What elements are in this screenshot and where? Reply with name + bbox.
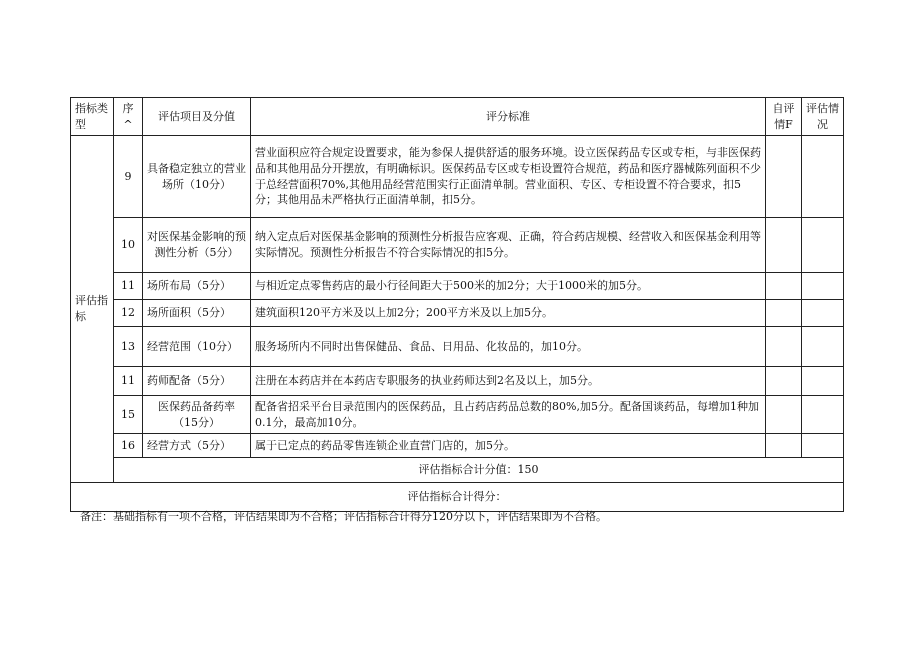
header-standard: 评分标准 <box>251 98 766 136</box>
row-seq: 16 <box>114 434 143 458</box>
eval-status-cell <box>802 434 844 458</box>
self-eval-cell <box>766 136 802 218</box>
eval-status-cell <box>802 218 844 273</box>
header-eval-status: 评估情况 <box>802 98 844 136</box>
eval-status-cell <box>802 300 844 327</box>
table-row <box>71 327 844 367</box>
table-row <box>71 136 844 218</box>
evaluation-table <box>70 97 844 512</box>
self-eval-cell <box>766 396 802 434</box>
table-row <box>71 434 844 458</box>
self-eval-cell <box>766 327 802 367</box>
table-header-row <box>71 98 844 136</box>
self-eval-cell <box>766 300 802 327</box>
row-standard: 建筑面积120平方米及以上加2分；200平方米及以上加5分。 <box>251 300 766 327</box>
subtotal-row <box>71 458 844 483</box>
header-item: 评估项目及分值 <box>143 98 251 136</box>
row-standard: 纳入定点后对医保基金影响的预测性分析报告应客观、正确，符合药店规模、经营收入和医保基金利用等实际情况。预测性分析报告不符合实际情况的扣5分。 <box>251 218 766 273</box>
row-item: 经营方式（5分） <box>143 434 251 458</box>
row-standard: 注册在本药店并在本药店专职服务的执业药师达到2名及以上，加5分。 <box>251 367 766 396</box>
row-seq: 15 <box>114 396 143 434</box>
row-item: 经营范围（10分） <box>143 327 251 367</box>
row-item: 场所布局（5分） <box>143 273 251 300</box>
table-row <box>71 218 844 273</box>
table-row <box>71 367 844 396</box>
category-label: 评估指标 <box>71 136 114 483</box>
row-standard: 配备省招采平台目录范围内的医保药品，且占药店药品总数的80%,加5分。配备国谈药品，每增加1种加0.1分，最高加10分。 <box>251 396 766 434</box>
row-seq: 9 <box>114 136 143 218</box>
row-seq: 10 <box>114 218 143 273</box>
row-seq: 11 <box>114 367 143 396</box>
footnote: 备注：基础指标有一项不合格，评估结果即为不合格；评估指标合计得分120分以下，评估结果即为不合格。 <box>80 510 607 523</box>
row-seq: 11 <box>114 273 143 300</box>
header-type: 指标类型 <box>71 98 114 136</box>
eval-status-cell <box>802 327 844 367</box>
header-seq: 序^ <box>114 98 143 136</box>
header-self-eval: 自评情F <box>766 98 802 136</box>
eval-status-cell <box>802 136 844 218</box>
row-standard: 属于已定点的药品零售连锁企业直营门店的，加5分。 <box>251 434 766 458</box>
row-seq: 13 <box>114 327 143 367</box>
subtotal-cell: 评估指标合计分值：150 <box>114 458 844 483</box>
table-row <box>71 396 844 434</box>
row-seq: 12 <box>114 300 143 327</box>
self-eval-cell <box>766 367 802 396</box>
eval-status-cell <box>802 367 844 396</box>
row-standard: 服务场所内不同时出售保健品、食品、日用品、化妆品的，加10分。 <box>251 327 766 367</box>
total-cell: 评估指标合计得分： <box>71 483 844 512</box>
self-eval-cell <box>766 273 802 300</box>
row-item: 医保药品备药率（15分） <box>143 396 251 434</box>
table-row <box>71 300 844 327</box>
self-eval-cell <box>766 434 802 458</box>
row-item: 药师配备（5分） <box>143 367 251 396</box>
eval-status-cell <box>802 396 844 434</box>
row-standard: 营业面积应符合规定设置要求，能为参保人提供舒适的服务环境。设立医保药品专区或专柜，与非医保药品和其他用品分开摆放，有明确标识。医保药品专区或专柜设置符合规范，药品和医疗器械陈列面积不少于总经营面积70%,其他用品经营范围实行正面清单制。营业面积、专区、专柜设置不符合要求，扣5分；其他用品未严格执行正面清单制，扣5分。 <box>251 136 766 218</box>
row-standard: 与相近定点零售药店的最小行径间距大于500米的加2分；大于1000米的加5分。 <box>251 273 766 300</box>
self-eval-cell <box>766 218 802 273</box>
row-item: 对医保基金影响的预测性分析（5分） <box>143 218 251 273</box>
row-item: 具备稳定独立的营业场所（10分） <box>143 136 251 218</box>
row-item: 场所面积（5分） <box>143 300 251 327</box>
eval-status-cell <box>802 273 844 300</box>
table-row <box>71 273 844 300</box>
